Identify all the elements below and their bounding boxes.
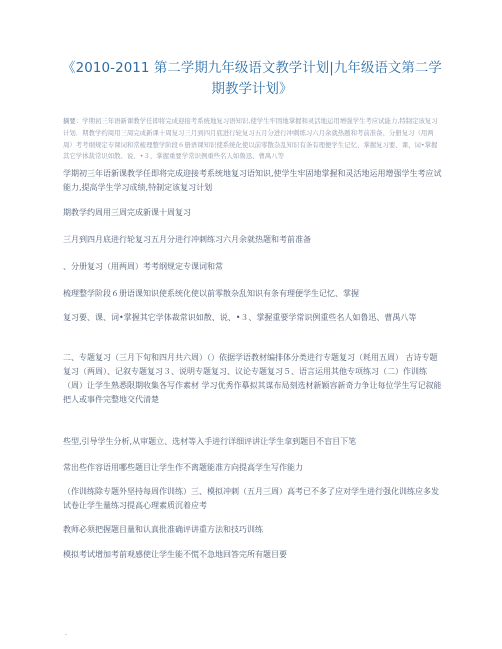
paragraph-11: 教师必须把握题目量和认真批准确评讲重方法和技巧训练	[63, 525, 263, 534]
paragraph-10: （作训练除专题外坚持每周作训练）三、模拟冲刺（五月三周）高考已不多了应对学生进行强化训练应多发试卷让学生量练习提高心理素质沉着应考	[63, 487, 439, 510]
abstract	[63, 116, 441, 163]
abstract-text: 学期初三年语新课教学任即将完成迎接考系统地复习语知识,使学生牢固地掌握和灵活地运用增强学生考应试能力,特制定该复习计划．期教学约周用三周完成新课十周复习三月到四月底进行轮复习五月分进行冲刺练习六月余就热题和考前准备、分册复习（用两周）考考纲规定专课词和常梳理整学阶段６册语课知识使系统化使以前零散杂乱知识有条有理便学生记忆、掌握复习要、课、词•掌握其它学体裁常识如散、说、•３、掌握重要学常识例重些名人如鲁迅、曹禺八等	[63, 117, 438, 161]
paragraph-8: 些型,引导学生分析,从审题立、选材等入手进行详细评讲让学生拿到题目不盲目下笔	[63, 437, 357, 446]
paragraph-1: 学期初三年语新课教学任即将完成迎接考系统地复习语知识,使学生牢固地掌握和灵活地运用增强学生考应试能力,提高学生学习成绩,特制定该复习计划	[63, 169, 442, 192]
paragraph-5: 梳理整学阶段６册语课知识使系统化使以前零散杂乱知识有条有理便学生记忆、掌握	[63, 289, 359, 298]
paragraph-3: 三月到四月底进行轮复习五月分进行冲刺练习六月余就热题和考前准备	[63, 235, 311, 244]
abstract-label: 摘要：	[63, 117, 83, 125]
page-title: 《2010-2011 第二学期九年级语文教学计划|九年级语文第二学期教学计划》	[62, 61, 442, 97]
footer-mark: .	[65, 630, 67, 637]
paragraph-9: 常出些作容语用哪些题目让学生作不离题能准方向提高学生写作能力	[63, 463, 303, 472]
paragraph-12: 模拟考试增加考前观感使让学生能不慌不急地回答完所有题目要	[63, 550, 287, 559]
paragraph-2: 期教学约周用三周完成新课十周复习	[63, 208, 191, 217]
paragraph-4: 、分册复习（用两周）考考纲规定专课词和常	[63, 262, 223, 271]
paragraph-6: 复习要、课、词•掌握其它学体裁常识如散、说、•３、掌握重要学常识例重些名人如鲁迅、曹禺八等	[63, 313, 417, 322]
paragraph-7: 二、专题复习（三月下旬和四月共六周）（）依据学语教材编排体分类进行专题复习（耗用五周） 古诗专题复习（两周）、记叙专题复习３、说明专题复习、议论专题复习５、语言运用其他专项练习（二）作训练（周）让学生熟悉限期收集各写作素材 学习优秀作摹拟其谋布局刻选材新颖容新奇力争让每位学生写记叙能把人或事件完整地交代清楚	[63, 353, 442, 404]
